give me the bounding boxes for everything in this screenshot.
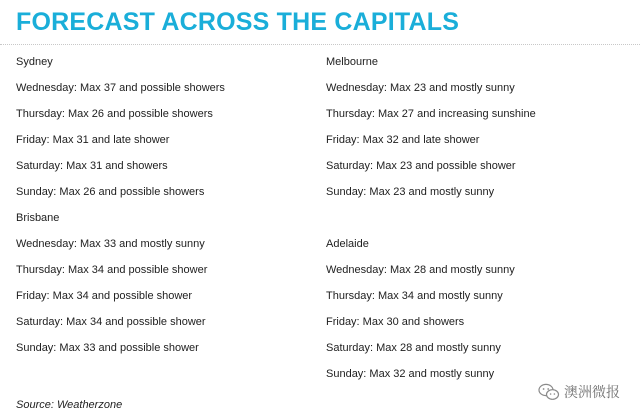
forecast-line: Saturday: Max 28 and mostly sunny bbox=[326, 342, 501, 354]
wechat-icon bbox=[538, 383, 560, 401]
source-credit: Source: Weatherzone bbox=[16, 399, 123, 411]
forecast-line: Wednesday: Max 37 and possible showers bbox=[16, 82, 225, 94]
forecast-line: Thursday: Max 27 and increasing sunshine bbox=[326, 108, 536, 120]
forecast-line: Friday: Max 31 and late shower bbox=[16, 134, 170, 146]
forecast-line: Sunday: Max 26 and possible showers bbox=[16, 186, 205, 198]
forecast-line: Wednesday: Max 23 and mostly sunny bbox=[326, 82, 515, 94]
forecast-line: Wednesday: Max 33 and mostly sunny bbox=[16, 238, 205, 250]
watermark-text: 澳洲微报 bbox=[564, 384, 620, 400]
forecast-line: Thursday: Max 34 and possible shower bbox=[16, 264, 208, 276]
city-name-brisbane: Brisbane bbox=[16, 212, 60, 224]
forecast-line: Sunday: Max 23 and mostly sunny bbox=[326, 186, 495, 198]
city-name-melbourne: Melbourne bbox=[326, 56, 378, 68]
forecast-line: Saturday: Max 23 and possible shower bbox=[326, 160, 516, 172]
city-name-sydney: Sydney bbox=[16, 56, 53, 68]
forecast-line: Saturday: Max 34 and possible shower bbox=[16, 316, 206, 328]
forecast-line: Friday: Max 32 and late shower bbox=[326, 134, 480, 146]
forecast-line: Thursday: Max 26 and possible showers bbox=[16, 108, 213, 120]
title-divider bbox=[0, 44, 640, 45]
forecast-line: Saturday: Max 31 and showers bbox=[16, 160, 168, 172]
forecast-line: Sunday: Max 33 and possible shower bbox=[16, 342, 199, 354]
forecast-line: Friday: Max 34 and possible shower bbox=[16, 290, 193, 302]
watermark bbox=[538, 382, 620, 402]
forecast-line: Wednesday: Max 28 and mostly sunny bbox=[326, 264, 515, 276]
forecast-line: Sunday: Max 32 and mostly sunny bbox=[326, 368, 495, 380]
city-name-adelaide: Adelaide bbox=[326, 238, 369, 250]
page-title: FORECAST ACROSS THE CAPITALS bbox=[16, 8, 460, 36]
forecast-line: Friday: Max 30 and showers bbox=[326, 316, 465, 328]
forecast-line: Thursday: Max 34 and mostly sunny bbox=[326, 290, 503, 302]
